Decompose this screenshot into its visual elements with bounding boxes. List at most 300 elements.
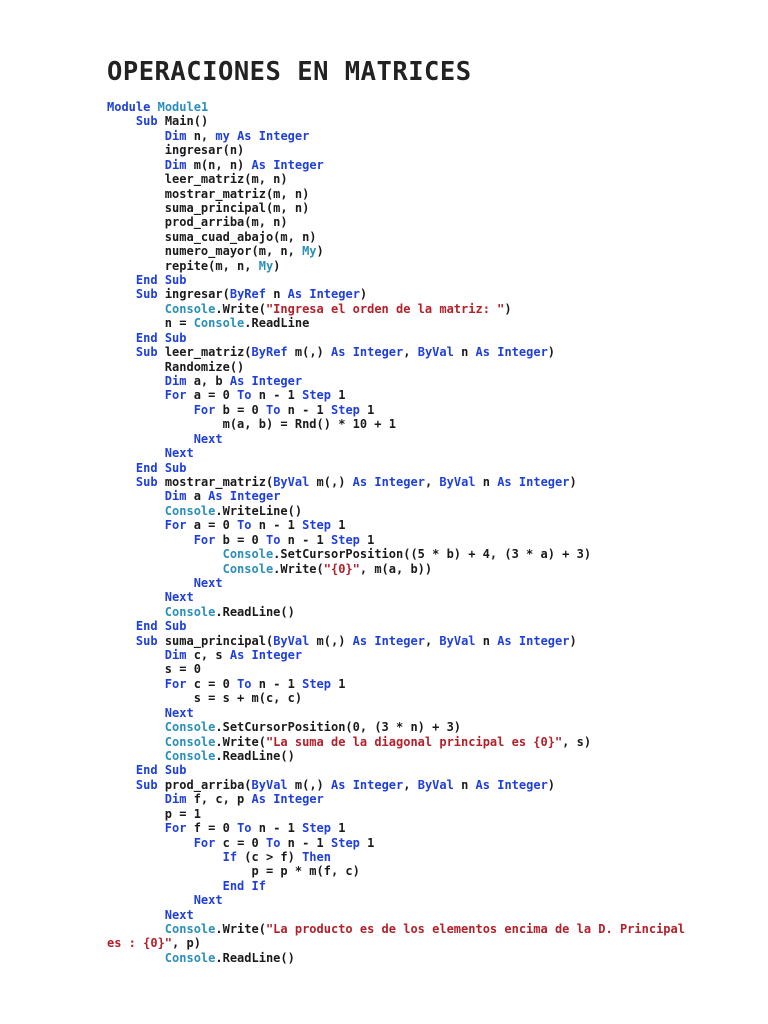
- code-text: [107, 475, 136, 489]
- code-line: [107, 461, 747, 475]
- code-keyword: Integer: [309, 287, 360, 302]
- code-text: ): [504, 301, 512, 316]
- code-keyword: Step: [302, 676, 331, 691]
- code-line: [107, 143, 747, 157]
- code-text: 1: [331, 388, 346, 403]
- code-string: es : {0}": [107, 936, 173, 951]
- code-keyword: As: [331, 777, 346, 792]
- code-keyword: For: [164, 518, 187, 533]
- code-text: [107, 879, 223, 893]
- code-keyword: Step: [331, 835, 360, 850]
- code-line: [107, 908, 747, 922]
- code-line: [107, 807, 747, 821]
- code-keyword: ByVal: [439, 474, 476, 489]
- code-string: "{0}": [323, 561, 360, 576]
- code-text: n - 1: [251, 518, 303, 533]
- code-keyword: Integer: [497, 345, 548, 360]
- code-text: n: [475, 474, 498, 489]
- code-text: .Write(: [215, 301, 266, 316]
- code-text: [158, 619, 165, 633]
- code-keyword: Sub: [164, 763, 187, 778]
- code-keyword: To: [237, 821, 252, 836]
- code-keyword: Sub: [135, 114, 158, 129]
- code-text: s = s + m(c, c): [107, 691, 303, 706]
- code-text: leer_matriz(m, n): [107, 172, 288, 187]
- code-keyword: Step: [302, 388, 331, 403]
- code-text: ): [569, 633, 577, 648]
- code-keyword: As: [287, 287, 303, 302]
- code-text: m(,): [287, 345, 331, 360]
- code-type: My: [258, 258, 274, 273]
- code-line: [107, 662, 747, 676]
- code-text: .ReadLine: [244, 316, 310, 331]
- code-line: [107, 576, 747, 590]
- code-keyword: End: [135, 763, 158, 778]
- code-line: [107, 432, 747, 446]
- code-line: [107, 244, 747, 258]
- code-text: m(n, n): [186, 157, 252, 172]
- code-type: Console: [164, 503, 216, 518]
- code-keyword: ByRef: [229, 287, 266, 302]
- code-line: [107, 677, 747, 691]
- code-line: [107, 287, 747, 301]
- code-text: suma_principal(: [157, 633, 274, 648]
- code-text: ,: [403, 777, 418, 792]
- code-line: [107, 792, 747, 806]
- code-text: .ReadLine(): [215, 604, 295, 619]
- code-text: [107, 562, 223, 576]
- code-keyword: To: [237, 518, 252, 533]
- code-line: [107, 316, 747, 330]
- code-text: [107, 749, 165, 763]
- code-line: [107, 172, 747, 186]
- code-text: n: [453, 777, 476, 792]
- code-keyword: ByVal: [273, 633, 310, 648]
- code-keyword: For: [164, 821, 187, 836]
- code-keyword: my: [215, 128, 230, 143]
- code-text: [107, 374, 165, 388]
- code-keyword: Dim: [164, 648, 187, 663]
- code-line: [107, 100, 747, 114]
- code-line: [107, 562, 747, 576]
- code-keyword: ByRef: [251, 345, 288, 360]
- code-line: [107, 273, 747, 287]
- code-keyword: Sub: [135, 474, 158, 489]
- code-keyword: Sub: [135, 633, 158, 648]
- code-text: [107, 792, 165, 806]
- code-text: n - 1: [280, 532, 331, 547]
- code-text: [244, 879, 251, 893]
- code-text: [107, 547, 223, 561]
- code-text: .Write(: [215, 734, 266, 749]
- code-line: [107, 836, 747, 850]
- code-line: [107, 619, 747, 633]
- code-text: [107, 605, 165, 619]
- code-keyword: Integer: [273, 792, 324, 807]
- code-text: Main(): [157, 114, 209, 129]
- code-line: [107, 403, 747, 417]
- code-line: [107, 475, 747, 489]
- code-text: [107, 648, 165, 662]
- code-text: [512, 475, 519, 489]
- code-text: n: [265, 287, 288, 302]
- code-text: n - 1: [280, 402, 331, 417]
- code-keyword: End: [135, 619, 158, 634]
- code-keyword: Module: [107, 100, 151, 114]
- code-keyword: Integer: [258, 128, 310, 143]
- code-text: [107, 634, 136, 648]
- code-text: c, s: [186, 648, 230, 663]
- code-text: b = 0: [215, 532, 266, 547]
- code-keyword: For: [193, 402, 216, 417]
- code-text: [107, 158, 165, 172]
- code-keyword: ByVal: [417, 777, 454, 792]
- code-line: [107, 201, 747, 215]
- code-keyword: Integer: [497, 777, 548, 792]
- code-text: n: [475, 633, 498, 648]
- code-text: [107, 446, 165, 460]
- code-type: Console: [164, 604, 216, 619]
- code-text: , p): [172, 936, 201, 951]
- code-text: .Write(: [273, 561, 324, 576]
- code-text: .WriteLine(): [215, 503, 303, 518]
- code-keyword: Integer: [374, 633, 425, 648]
- code-keyword: Dim: [164, 128, 187, 143]
- code-keyword: As: [237, 128, 252, 143]
- code-keyword: As: [208, 489, 223, 504]
- code-line: [107, 936, 747, 950]
- code-text: , m(a, b)): [359, 561, 433, 576]
- code-text: [107, 273, 136, 287]
- code-text: ): [547, 777, 556, 792]
- code-text: [107, 432, 194, 446]
- code-keyword: Integer: [251, 374, 303, 389]
- code-line: [107, 821, 747, 835]
- code-text: 1: [331, 821, 346, 836]
- code-text: [107, 677, 165, 691]
- code-line: [107, 763, 747, 777]
- code-text: m(,): [287, 777, 331, 792]
- code-keyword: Next: [193, 431, 223, 446]
- code-keyword: Integer: [352, 345, 404, 360]
- code-text: numero_mayor(m, n,: [107, 244, 303, 259]
- code-type: Console: [164, 720, 216, 735]
- code-text: n - 1: [251, 821, 303, 836]
- code-line: [107, 259, 747, 273]
- code-text: suma_cuad_abajo(m, n): [107, 229, 317, 244]
- code-keyword: Sub: [164, 273, 187, 288]
- code-keyword: End: [135, 330, 158, 345]
- code-keyword: As: [229, 648, 245, 663]
- code-type: Console: [164, 734, 216, 749]
- code-keyword: Step: [331, 402, 360, 417]
- code-text: ): [359, 287, 368, 302]
- code-text: [107, 821, 165, 835]
- code-keyword: For: [193, 835, 216, 850]
- code-keyword: Sub: [135, 777, 158, 792]
- code-keyword: If: [251, 878, 266, 893]
- code-text: [107, 461, 136, 475]
- code-line: [107, 879, 747, 893]
- code-line: [107, 331, 747, 345]
- code-line: [107, 533, 747, 547]
- code-text: n =: [107, 316, 194, 331]
- code-keyword: ByVal: [251, 777, 288, 792]
- code-text: ): [316, 244, 324, 259]
- code-text: mostrar_matriz(: [157, 474, 274, 489]
- code-text: [107, 287, 136, 301]
- code-text: ingresar(: [157, 287, 230, 302]
- code-keyword: Next: [193, 575, 223, 590]
- code-text: [244, 374, 251, 388]
- code-text: ,: [424, 474, 440, 489]
- code-keyword: For: [193, 532, 216, 547]
- code-keyword: Step: [302, 821, 331, 836]
- code-line: [107, 605, 747, 619]
- code-line: [107, 951, 747, 965]
- code-line: [107, 504, 747, 518]
- code-text: repite(m, n,: [107, 258, 259, 273]
- code-text: .SetCursorPosition(0, (3 * n) + 3): [215, 720, 462, 735]
- code-text: mostrar_matriz(m, n): [107, 186, 310, 201]
- code-line: [107, 388, 747, 402]
- code-keyword: Sub: [135, 345, 158, 360]
- code-line: [107, 922, 747, 936]
- code-text: s = 0: [107, 662, 201, 677]
- code-type: Console: [164, 301, 216, 316]
- code-text: [107, 720, 165, 734]
- code-line: [107, 114, 747, 128]
- code-keyword: Dim: [164, 157, 187, 172]
- code-keyword: As: [475, 777, 490, 792]
- code-line: [107, 417, 747, 431]
- code-text: [158, 273, 165, 287]
- code-keyword: As: [352, 474, 368, 489]
- code-text: c = 0: [186, 676, 238, 691]
- code-text: [107, 331, 136, 345]
- code-line: [107, 489, 747, 503]
- code-keyword: To: [265, 835, 281, 850]
- code-line: [107, 691, 747, 705]
- code-text: .ReadLine(): [215, 950, 295, 965]
- code-keyword: Integer: [229, 489, 281, 504]
- code-text: ,: [424, 633, 440, 648]
- code-keyword: To: [265, 532, 281, 547]
- code-text: [107, 518, 165, 532]
- code-keyword: As: [251, 157, 266, 172]
- code-text: Randomize(): [107, 359, 245, 374]
- code-text: ): [569, 474, 577, 489]
- code-line: [107, 590, 747, 604]
- code-text: ): [547, 345, 556, 360]
- code-line: [107, 648, 747, 662]
- code-text: a: [186, 489, 209, 504]
- code-text: [223, 489, 230, 503]
- code-keyword: ByVal: [439, 633, 476, 648]
- code-text: ,: [403, 345, 418, 360]
- code-keyword: Sub: [164, 460, 187, 475]
- code-keyword: Step: [331, 532, 360, 547]
- code-keyword: To: [237, 388, 252, 403]
- code-text: [107, 403, 194, 417]
- code-text: [512, 634, 519, 648]
- code-text: [107, 489, 165, 503]
- code-keyword: As: [229, 374, 245, 389]
- code-type: Console: [222, 547, 274, 562]
- code-line: [107, 864, 747, 878]
- code-keyword: End: [222, 878, 245, 893]
- code-text: n - 1: [251, 676, 303, 691]
- code-keyword: As: [497, 474, 512, 489]
- code-keyword: Next: [164, 907, 194, 922]
- code-text: (c > f): [237, 849, 303, 864]
- code-text: [107, 893, 194, 907]
- code-text: [244, 648, 251, 662]
- code-keyword: Integer: [273, 157, 324, 172]
- code-line: [107, 749, 747, 763]
- code-keyword: End: [135, 273, 158, 288]
- code-text: [158, 763, 165, 777]
- code-keyword: Step: [302, 518, 331, 533]
- code-text: [107, 922, 165, 936]
- code-keyword: End: [135, 460, 158, 475]
- code-text: a, b: [186, 374, 230, 389]
- code-text: [107, 504, 165, 518]
- code-line: [107, 230, 747, 244]
- code-text: [107, 908, 165, 922]
- code-keyword: Integer: [374, 474, 425, 489]
- code-keyword: Then: [302, 849, 331, 864]
- code-keyword: Next: [164, 590, 194, 605]
- code-keyword: Sub: [135, 287, 158, 302]
- code-text: n - 1: [251, 388, 303, 403]
- code-text: [150, 100, 157, 114]
- code-keyword: If: [222, 849, 238, 864]
- code-keyword: Integer: [352, 777, 404, 792]
- code-text: ingresar(n): [107, 143, 245, 158]
- code-line: [107, 360, 747, 374]
- code-line: [107, 850, 747, 864]
- page-title: OPERACIONES EN MATRICES: [107, 57, 472, 87]
- code-line: [107, 720, 747, 734]
- code-text: [107, 951, 165, 965]
- code-text: [107, 836, 194, 850]
- code-string: "Ingresa el orden de la matriz: ": [265, 301, 505, 316]
- code-text: a = 0: [186, 518, 238, 533]
- code-text: prod_arriba(m, n): [107, 215, 288, 230]
- code-text: [107, 302, 165, 316]
- code-text: p = p * m(f, c): [107, 864, 360, 879]
- code-keyword: As: [251, 792, 266, 807]
- code-text: [107, 533, 194, 547]
- code-keyword: Integer: [251, 648, 303, 663]
- code-line: [107, 158, 747, 172]
- code-keyword: Dim: [164, 489, 187, 504]
- code-text: [252, 129, 259, 143]
- code-string: "La producto es de los elementos encima de la D. Principal: [265, 922, 685, 937]
- code-text: n: [453, 345, 476, 360]
- code-text: [107, 590, 165, 604]
- code-text: ): [273, 258, 281, 273]
- code-text: [107, 850, 223, 864]
- code-keyword: As: [331, 345, 346, 360]
- code-text: suma_principal(m, n): [107, 200, 310, 215]
- code-block: [107, 100, 747, 965]
- code-keyword: Dim: [164, 792, 187, 807]
- code-text: prod_arriba(: [157, 777, 252, 792]
- code-text: b = 0: [215, 402, 266, 417]
- code-keyword: Next: [193, 893, 223, 908]
- code-type: Console: [164, 748, 216, 763]
- code-text: m(,): [309, 474, 353, 489]
- code-text: [158, 461, 165, 475]
- code-line: [107, 547, 747, 561]
- code-text: f, c, p: [186, 792, 252, 807]
- code-line: [107, 518, 747, 532]
- code-type: Console: [164, 922, 216, 937]
- code-line: [107, 374, 747, 388]
- code-keyword: ByVal: [273, 474, 310, 489]
- code-line: [107, 302, 747, 316]
- code-text: [230, 129, 237, 143]
- code-text: m(,): [309, 633, 353, 648]
- code-type: My: [302, 244, 317, 259]
- code-keyword: Sub: [164, 619, 187, 634]
- code-keyword: Integer: [518, 633, 570, 648]
- code-text: 1: [359, 532, 375, 547]
- code-string: "La suma de la diagonal principal es {0}": [265, 734, 563, 749]
- code-text: .Write(: [215, 922, 266, 937]
- code-line: [107, 735, 747, 749]
- code-text: 1: [331, 518, 346, 533]
- code-keyword: Integer: [518, 474, 570, 489]
- code-text: leer_matriz(: [157, 345, 252, 360]
- code-text: [107, 706, 165, 720]
- code-text: [107, 619, 136, 633]
- code-keyword: As: [352, 633, 368, 648]
- code-keyword: Dim: [164, 374, 187, 389]
- code-line: [107, 778, 747, 792]
- code-text: 1: [331, 676, 346, 691]
- code-text: , s): [562, 734, 592, 749]
- code-text: p = 1: [107, 806, 201, 821]
- code-text: c = 0: [215, 835, 266, 850]
- code-text: [107, 129, 165, 143]
- code-text: [107, 345, 136, 359]
- code-text: [107, 114, 136, 128]
- code-type: Console: [222, 561, 274, 576]
- code-text: n,: [186, 128, 216, 143]
- code-line: [107, 187, 747, 201]
- code-text: [107, 388, 165, 402]
- code-text: [107, 763, 136, 777]
- code-keyword: To: [237, 676, 252, 691]
- code-text: [345, 778, 352, 792]
- code-keyword: For: [164, 388, 187, 403]
- code-text: 1: [359, 835, 375, 850]
- code-line: [107, 706, 747, 720]
- code-keyword: Next: [164, 446, 194, 461]
- code-keyword: As: [475, 345, 490, 360]
- code-text: [107, 735, 165, 749]
- code-text: [345, 345, 352, 359]
- code-keyword: For: [164, 676, 187, 691]
- code-keyword: To: [265, 402, 281, 417]
- code-line: [107, 215, 747, 229]
- code-keyword: As: [497, 633, 512, 648]
- code-type: Module1: [157, 100, 209, 114]
- code-keyword: Next: [164, 705, 194, 720]
